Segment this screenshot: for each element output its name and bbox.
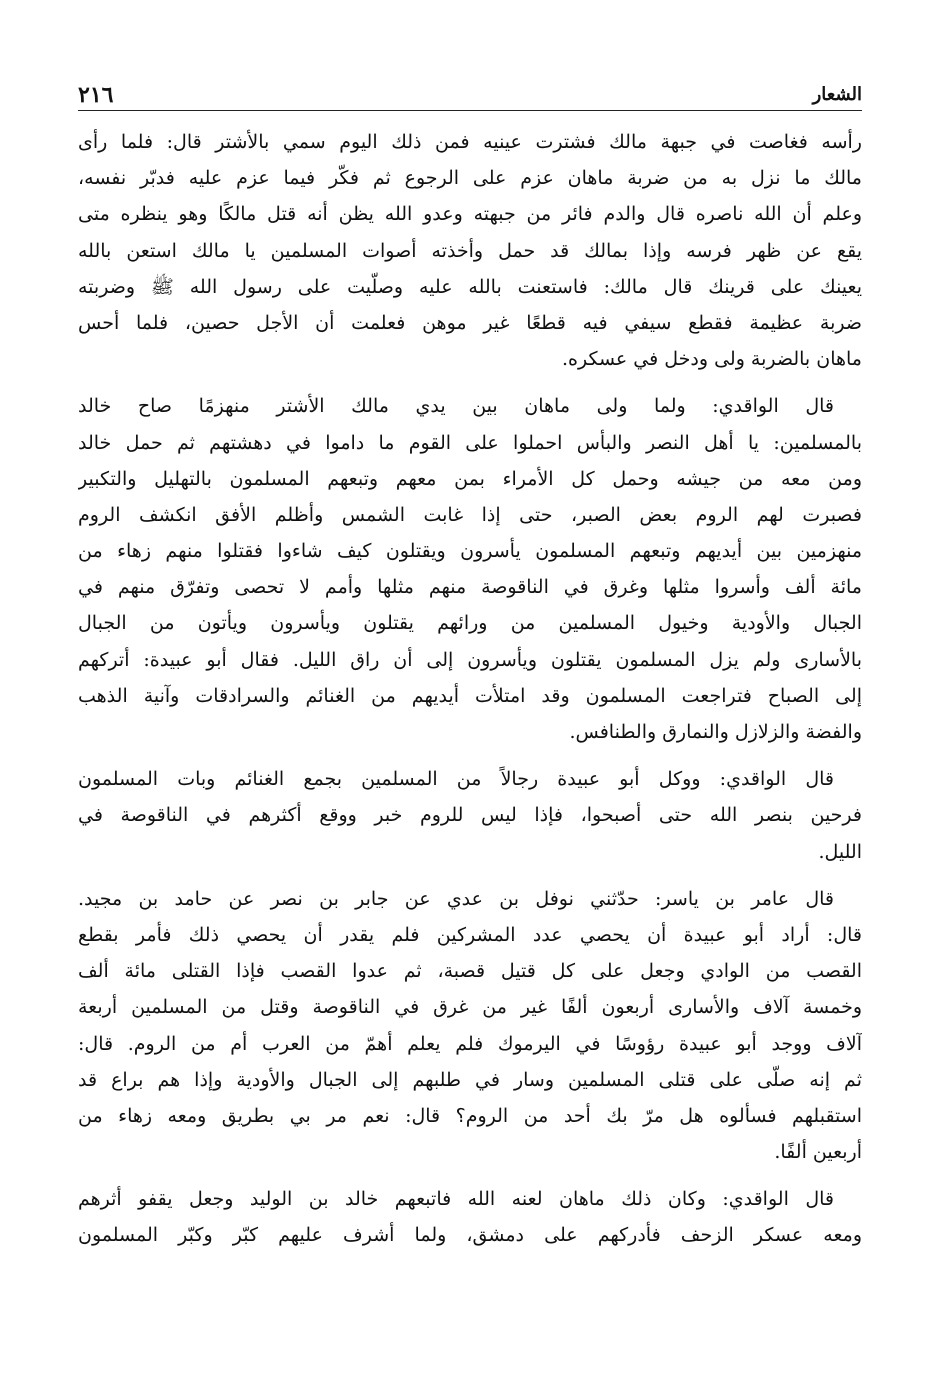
page-header: [78, 78, 862, 108]
paragraph: [78, 881, 862, 1171]
paragraph: [78, 388, 862, 750]
body-text: [78, 124, 862, 1254]
text-line: مالك ما نزل به من ضربة ماهان عزم على الرجوع ثم فكّر فيما عزم عليه فدبّر نفسه،: [78, 167, 862, 190]
text-line: قال الواقدي: ووكل أبو عبيدة رجالاً من المسلمين بجمع الغنائم وبات المسلمون: [78, 768, 834, 791]
text-line: آلاف ووجد أبو عبيدة رؤوسًا في اليرموك فلم يعلم أهمّ من العرب أم من الروم. قال:: [78, 1032, 862, 1055]
text-line: بالأسارى ولم يزل المسلمون يقتلون ويأسرون إلى أن راق الليل. فقال أبو عبيدة: أتركهم: [78, 648, 862, 671]
text-line: قال عامر بن ياسر: حدّثني نوفل بن عدي عن جابر بن نصر عن حامد بن مجيد.: [78, 887, 834, 910]
text-line: القصب من الوادي وجعل على كل قتيل قصبة، ثم عدوا القصب فإذا القتلى مائة ألف: [78, 960, 862, 983]
text-line: ومن معه من جيشه وحمل كل الأمراء بمن معهم وتبعهم المسلمون بالتهليل والتكبير: [78, 467, 862, 490]
text-line: ضربة عظيمة فقطع سيفي فيه قطعًا غير موهن فعلمت أن الأجل حصين، فلما أحس: [78, 311, 862, 334]
header-rule: [78, 110, 862, 111]
paragraph: [78, 1181, 862, 1253]
text-line: استقبلهم فسألوه هل مرّ بك أحد من الروم؟ قال: نعم مر بي بطريق ومعه زهاء من: [78, 1104, 862, 1127]
text-line: والفضة والزلازل والنمارق والطنافس.: [569, 721, 862, 743]
text-line: يعينك على قرينك قال مالك: فاستعنت بالله عليه وصلّيت على رسول الله ﷺ وضربته: [78, 275, 862, 298]
text-line: وعلم أن الله ناصره قال والدم فائر من جبهته وعدو الله يظن أنه قتل مالكًا وهو ينظره متى: [78, 203, 862, 226]
text-line: إلى الصباح فتراجعت المسلمون وقد امتلأت أيديهم من الغنائم والسرادقات وآنية الذهب: [78, 684, 862, 707]
page-number: ٢١٦: [78, 82, 114, 108]
text-line: فصبرت لهم الروم بعض الصبر، حتى إذا غابت الشمس وأظلم الأفق انكشف الروم: [78, 503, 862, 526]
text-line: فرحين بنصر الله حتى أصبحوا، فإذا ليس للروم خبر ووقع أكثرهم في الناقوصة في: [78, 804, 862, 827]
text-line: منهزمين بين أيديهم وتبعهم المسلمون يأسرون ويقتلون كيف شاءوا فقتلوا منهم زهاء من: [78, 540, 862, 563]
text-line: بالمسلمين: يا أهل النصر والبأس احملوا على القوم ما داموا في دهشتهم ثم حمل خالد: [78, 431, 862, 454]
text-line: قال: أراد أبو عبيدة أن يحصي عدد المشركين فلم يقدر أن يحصي ذلك فأمر بقطع: [78, 923, 862, 946]
running-title: الشعار: [812, 84, 862, 105]
text-line: ماهان بالضربة ولى ودخل في عسكره.: [562, 348, 862, 371]
text-line: مائة ألف وأسروا مثلها وغرق في الناقوصة منهم مثلها وأمم لا تحصى وتفرّق منهم في: [78, 576, 862, 599]
text-line: يقع عن ظهر فرسه وإذا بمالك قد حمل وأخذته أصوات المسلمين يا مالك استعن بالله: [78, 239, 862, 262]
text-line: ثم إنه صلّى على قتلى المسلمين وسار في طلبهم إلى الجبال والأودية وإذا هم براع قد: [78, 1068, 862, 1091]
text-line: قال الواقدي: ولما ولى ماهان بين يدي مالك الأشتر منهزمًا صاح خالد: [78, 395, 834, 418]
text-line: رأسه فغاصت في جبهة مالك فشترت عينيه فمن ذلك اليوم سمي بالأشتر قال: فلما رأى: [78, 131, 862, 153]
paragraph: [78, 761, 862, 870]
text-line: قال الواقدي: وكان ذلك ماهان لعنه الله فاتبعهم خالد بن الوليد وجعل يقفو أثرهم: [78, 1188, 834, 1211]
text-line: الليل.: [818, 840, 862, 863]
book-page: [78, 0, 862, 1385]
paragraph: [78, 124, 862, 377]
text-line: ومعه عسكر الزحف فأدركهم على دمشق، ولما أشرف عليهم كبّر وكبّر المسلمون: [78, 1224, 862, 1247]
text-line: الجبال والأودية وخيول المسلمين من ورائهم يقتلون ويأسرون ويأتون من الجبال: [78, 612, 862, 635]
text-line: وخمسة آلاف والأسارى أربعون ألفًا غير من غرق في الناقوصة وقتل من المسلمين أربعة: [78, 996, 862, 1019]
text-line: أربعين ألفًا.: [774, 1141, 862, 1164]
